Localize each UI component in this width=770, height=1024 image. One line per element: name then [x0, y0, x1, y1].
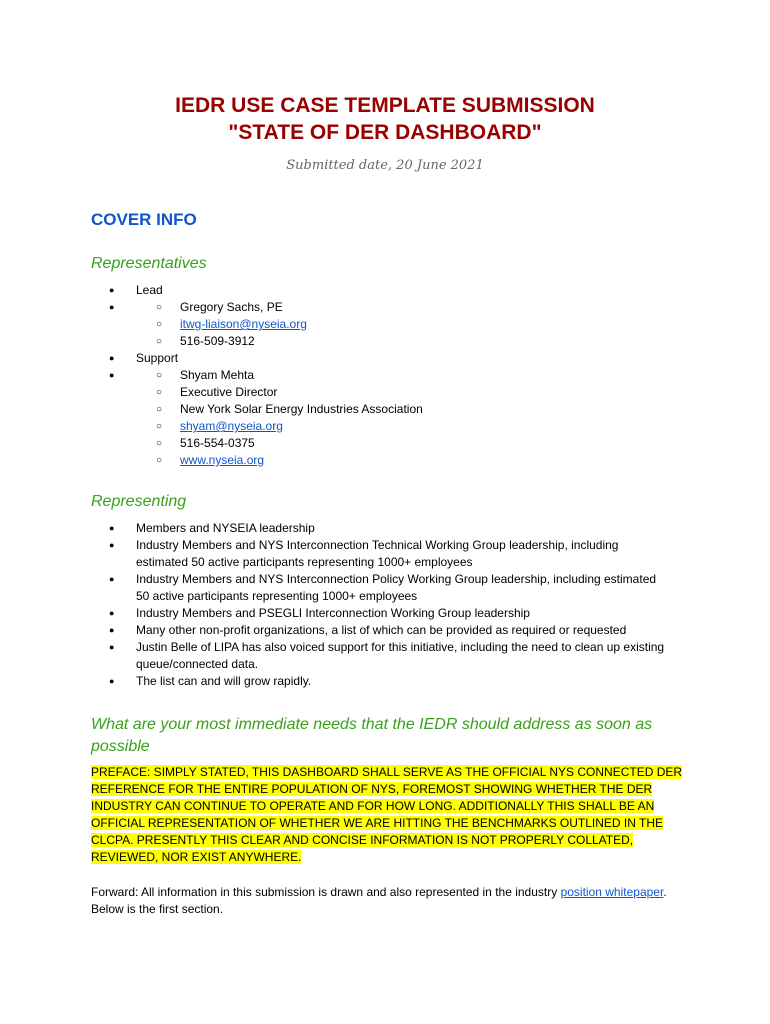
document-title-line-2: "STATE OF DER DASHBOARD"	[228, 121, 542, 144]
lead-details	[109, 299, 423, 350]
cover-info-heading: COVER INFO	[91, 210, 197, 229]
lead-label: Lead	[136, 283, 163, 297]
support-email-link[interactable]: ○ shyam@nyseia.org	[156, 418, 423, 435]
support-details	[109, 367, 423, 469]
preface-paragraph	[91, 764, 691, 866]
representing-item: ● Members and NYSEIA leadership	[109, 520, 669, 537]
support-label: Support	[136, 351, 179, 365]
forward-text-end: . Below is the first section.	[91, 885, 667, 916]
representing-item: ● Justin Belle of LIPA has also voiced support for this initiative, including the need to clean up existing queue/connected data.	[109, 639, 669, 673]
representing-list	[109, 520, 669, 690]
representatives-list	[109, 282, 423, 469]
representing-item: ● Industry Members and NYS Interconnection Policy Working Group leadership, including estimated 50 active participants representing 1000+ employees	[109, 571, 669, 605]
support-website-link[interactable]: ○ www.nyseia.org	[156, 452, 423, 469]
representing-item: ● The list can and will grow rapidly.	[109, 673, 669, 690]
document-title-line-1: IEDR USE CASE TEMPLATE SUBMISSION	[175, 94, 595, 117]
forward-paragraph	[91, 884, 691, 918]
immediate-needs-heading: What are your most immediate needs that the IEDR should address as soon as possible	[91, 716, 653, 755]
lead-email-link[interactable]: ○ itwg-liaison@nyseia.org	[156, 316, 423, 333]
support-name: ○ ● Shyam Mehta	[156, 367, 423, 384]
submitted-date: Submitted date, 20 June 2021	[286, 158, 484, 173]
representing-item: ● Industry Members and NYS Interconnection Technical Working Group leadership, including estimated 50 active participants representing 1000+ employees	[109, 537, 669, 571]
representatives-heading: Representatives	[91, 255, 207, 272]
lead-phone: ○ 516-509-3912	[156, 333, 423, 350]
representing-item: ● Industry Members and PSEGLI Interconnection Working Group leadership	[109, 605, 669, 622]
preface-highlighted-text: PREFACE: SIMPLY STATED, THIS DASHBOARD SHALL SERVE AS THE OFFICIAL NYS CONNECTED DER REFERENCE FOR THE ENTIRE POPULATION OF NYS, FOREMOST SHOWING WHETHER THE DER INDUSTRY CAN CONTINUE TO OPERATE AND FOR HOW LONG. ADDITIONALLY THIS SHALL BE AN OFFICIAL REPRESENTATION OF WHETHER WE ARE HITTING THE BENCHMARKS OUTLINED IN THE CLCPA. PRESENTLY THIS CLEAR AND CONCISE INFORMATION IS NOT PROPERLY COLLATED, REVIEWED, NOR EXIST ANYWHERE.	[91, 765, 683, 864]
support-phone: ○ 516-554-0375	[156, 435, 423, 452]
representing-item: ● Many other non-profit organizations, a list of which can be provided as required or requested	[109, 622, 669, 639]
position-whitepaper-link[interactable]: position whitepaper	[560, 885, 664, 899]
support-organization: ○ New York Solar Energy Industries Association	[156, 401, 423, 418]
forward-text: Forward: All information in this submission is drawn and also represented in the industry	[91, 885, 561, 899]
representing-heading: Representing	[91, 493, 187, 510]
lead-name: ○ ● Gregory Sachs, PE	[156, 299, 423, 316]
support-title: ○ Executive Director	[156, 384, 423, 401]
support-item	[109, 350, 423, 367]
lead-item	[109, 282, 423, 299]
